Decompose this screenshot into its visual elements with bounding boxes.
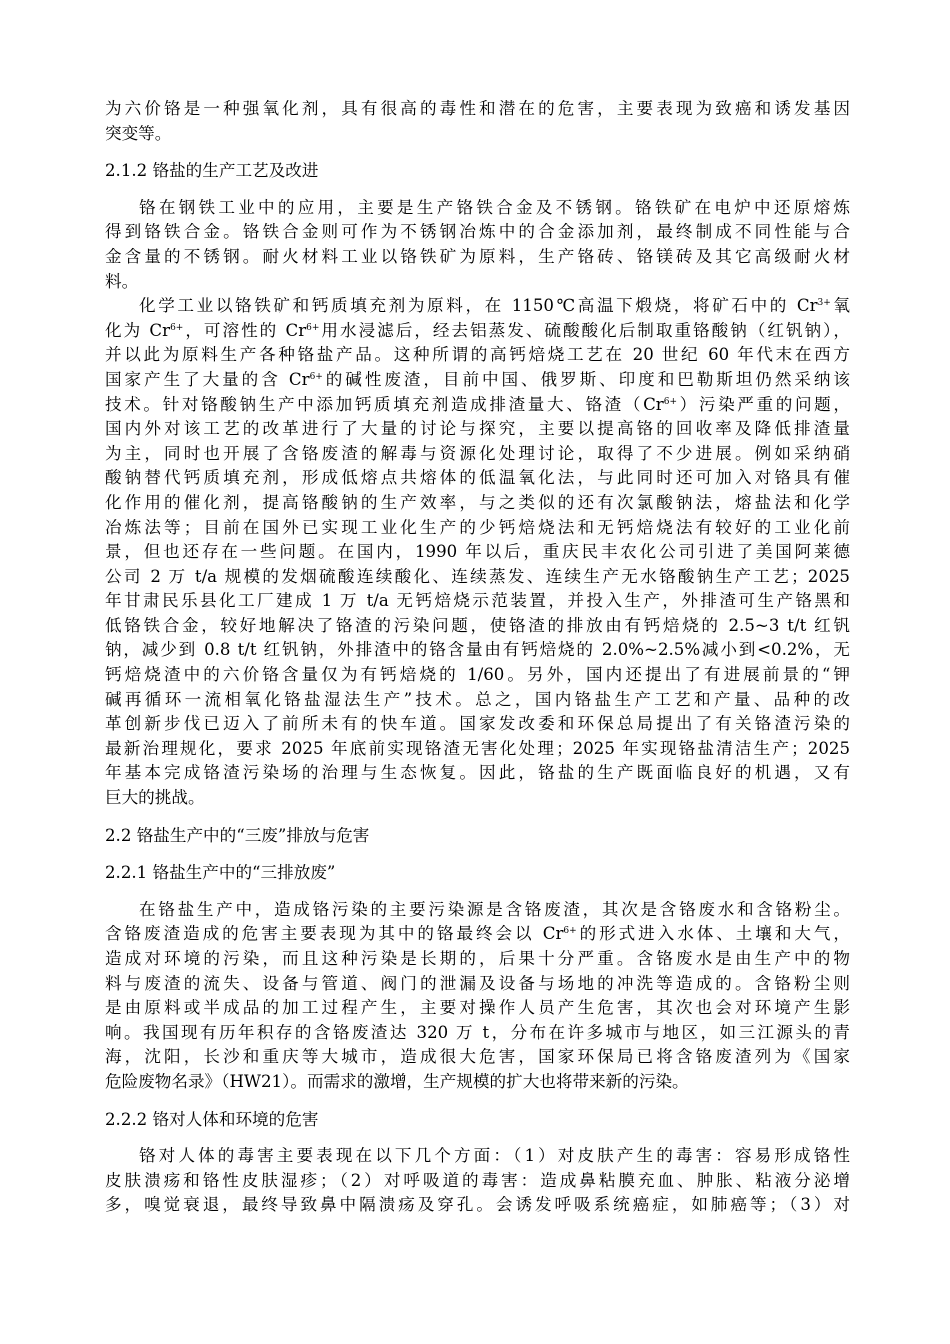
- intro-paragraph: [105, 97, 850, 146]
- text-line: 年甘肃民乐县化工厂建成 1 万 t/a 无钙焙烧示范装置，并投入生产，外排渣可生产铬黑和: [105, 591, 850, 611]
- text-line: 碱再循环一流相氧化铬盐湿法生产”技术。总之，国内铬盐生产工艺和产量、品种的改: [105, 689, 850, 709]
- heading-2-2-1: 2.2.1 铬盐生产中的“三排放废”: [105, 863, 336, 883]
- paragraph-chemical-industry: [105, 294, 850, 810]
- text-line: 公司 2 万 t/a 规模的发烟硫酸连续酸化、连续蒸发、连续生产无水铬酸钠生产工艺；2025: [105, 566, 850, 586]
- text-line: 化作用的催化剂，提高铬酸钠的生产效率，与之类似的还有次氯酸钠法，熔盐法和化学: [105, 492, 850, 512]
- text-line: 钠，减少到 0.8 t/t 红钒钠，外排渣中的铬含量由有钙焙烧的 2.0%~2.5%减小到<0.2%，无: [105, 640, 850, 660]
- text-line: 为六价铬是一种强氧化剂，具有很高的毒性和潜在的危害，主要表现为致癌和诱发基因: [105, 99, 850, 118]
- text-run: 用水浸滤后，经去铝蒸发、硫酸酸化后制取重铬酸钠（红钒钠），: [319, 320, 850, 340]
- text-line: 金含量的不锈钢。耐火材料工业以铬铁矿为原料，生产铬砖、铬镁砖及其它高级耐火材: [105, 246, 850, 266]
- text-line: [105, 368, 850, 393]
- text-run: 化为 Cr: [105, 320, 171, 340]
- text-line: 海，沈阳，长沙和重庆等大城市，造成很大危害，国家环保局已将含铬废渣列为《国家: [105, 1047, 850, 1067]
- text-line: 国内外对该工艺的改革进行了大量的讨论与探究，主要以提高铬的回收率及降低排渣量: [105, 419, 850, 439]
- text-line: [105, 393, 850, 418]
- text-line: [105, 294, 850, 319]
- text-line: 多，嗅觉衰退，最终导致鼻中隔溃疡及穿孔。会诱发呼吸系统癌症，如肺癌等；（3）对: [105, 1195, 850, 1215]
- text-run: 化学工业以铬铁矿和钙质填充剂为原料，在 1150℃高温下煅烧，将矿石中的 Cr: [139, 296, 818, 316]
- text-run: 氧: [830, 296, 850, 316]
- superscript: 6+: [309, 371, 323, 382]
- text-line: 年基本完成铬渣污染场的治理与生态恢复。因此，铬盐的生产既面临良好的机遇，又有: [105, 763, 850, 783]
- text-line: 钙焙烧渣中的六价铬含量仅为有钙焙烧的 1/60。另外，国内还提出了有进展前景的“钾: [105, 665, 850, 685]
- text-line: 铬对人体的毒害主要表现在以下几个方面：（1）对皮肤产生的毒害：容易形成铬性: [139, 1146, 850, 1166]
- text-line: 料。: [105, 271, 139, 291]
- superscript: 6+: [663, 396, 678, 407]
- text-line: 低铬铁合金，较好地解决了铬渣的污染问题，使铬渣的排放由有钙焙烧的 2.5~3 t/t 红钒: [105, 615, 850, 635]
- paragraph-chromium-steel: [105, 196, 850, 294]
- text-line: [105, 319, 850, 344]
- text-line: 并以此为原料生产各种铬盐产品。这种所谓的高钙焙烧工艺在 20 世纪 60 年代末在西方: [105, 345, 850, 365]
- text-line: 革创新步伐已迈入了前所未有的快车道。国家发改委和环保总局提出了有关铬渣污染的: [105, 714, 850, 734]
- text-line: 突变等。: [105, 123, 172, 143]
- paragraph-health-hazards: [105, 1144, 850, 1218]
- heading-2-2-2: 2.2.2 铬对人体和环境的危害: [105, 1109, 319, 1129]
- text-run: 的形式进入水体、土壤和大气，: [576, 924, 850, 944]
- superscript: 6+: [306, 322, 320, 333]
- text-line: 危险废物名录》（HW21）。而需求的激增，生产规模的扩大也将带来新的污染。: [105, 1071, 689, 1091]
- text-run: ，可溶性的 Cr: [183, 320, 307, 340]
- paragraph-three-wastes: [105, 898, 850, 1095]
- heading-2-2: 2.2 铬盐生产中的“三废”排放与危害: [105, 825, 370, 845]
- text-run: 的碱性废渣，目前中国、俄罗斯、印度和巴勒斯坦仍然采纳该: [322, 369, 850, 389]
- text-line: 在铬盐生产中，造成铬污染的主要污染源是含铬废渣，其次是含铬废水和含铬粉尘。: [139, 899, 850, 919]
- text-line: 造成对环境的污染，而且这种污染是长期的，后果十分严重。含铬废水是由生产中的物: [105, 949, 850, 968]
- text-line: 冶炼法等；目前在国外已实现工业化生产的少钙焙烧法和无钙焙烧法有较好的工业化前: [105, 517, 850, 537]
- text-line: 铬在钢铁工业中的应用，主要是生产铬铁合金及不锈钢。铬铁矿在电炉中还原熔炼: [139, 197, 850, 217]
- text-line: 景，但也还存在一些问题。在国内，1990 年以后，重庆民丰农化公司引进了美国阿莱德: [105, 542, 850, 562]
- superscript: 6+: [563, 926, 577, 937]
- heading-2-1-2: 2.1.2 铬盐的生产工艺及改进: [105, 161, 319, 181]
- text-line: 料与废渣的流失、设备与管道、阀门的泄漏及设备与场地的冲洗等造成的。含铬粉尘则: [105, 973, 850, 993]
- text-line: 响。我国现有历年积存的含铬废渣达 320 万 t，分布在许多城市与地区，如三江源头的青: [105, 1022, 850, 1042]
- text-line: 是由原料或半成品的加工过程产生，主要对操作人员产生危害，其次也会对环境产生影: [105, 998, 850, 1018]
- text-run: 国家产生了大量的含 Cr: [105, 369, 310, 389]
- text-line: 得到铬铁合金。铬铁合金则可作为不锈钢冶炼中的合金添加剂，最终制成不同性能与合: [105, 222, 850, 242]
- text-line: 皮肤溃疡和铬性皮肤湿疹；（2）对呼吸道的毒害：造成鼻粘膜充血、肿胀、粘液分泌增: [105, 1170, 850, 1190]
- text-run: 含铬废渣造成的危害主要表现为其中的铬最终会以 Cr: [105, 924, 564, 944]
- superscript: 6+: [170, 322, 184, 333]
- superscript: 3+: [817, 298, 831, 309]
- text-line: 酸钠替代钙质填充剂，形成低熔点共熔体的低温氧化法，与此同时还可加入对铬具有催: [105, 468, 850, 488]
- text-run: 技术。针对铬酸钠生产中添加钙质填充剂造成排渣量大、铬渣（Cr: [105, 394, 664, 414]
- text-line: 为主，同时也开展了含铬废渣的解毒与资源化处理讨论，取得了不少进展。例如采纳硝: [105, 443, 850, 463]
- document-page: [105, 97, 850, 1218]
- text-run: ）污染严重的问题，: [677, 394, 850, 414]
- text-line: [105, 922, 850, 947]
- text-line: 最新治理规化，要求 2025 年底前实现铬渣无害化处理；2025 年实现铬盐清洁生产；2025: [105, 738, 850, 758]
- text-line: 巨大的挑战。: [105, 788, 205, 808]
